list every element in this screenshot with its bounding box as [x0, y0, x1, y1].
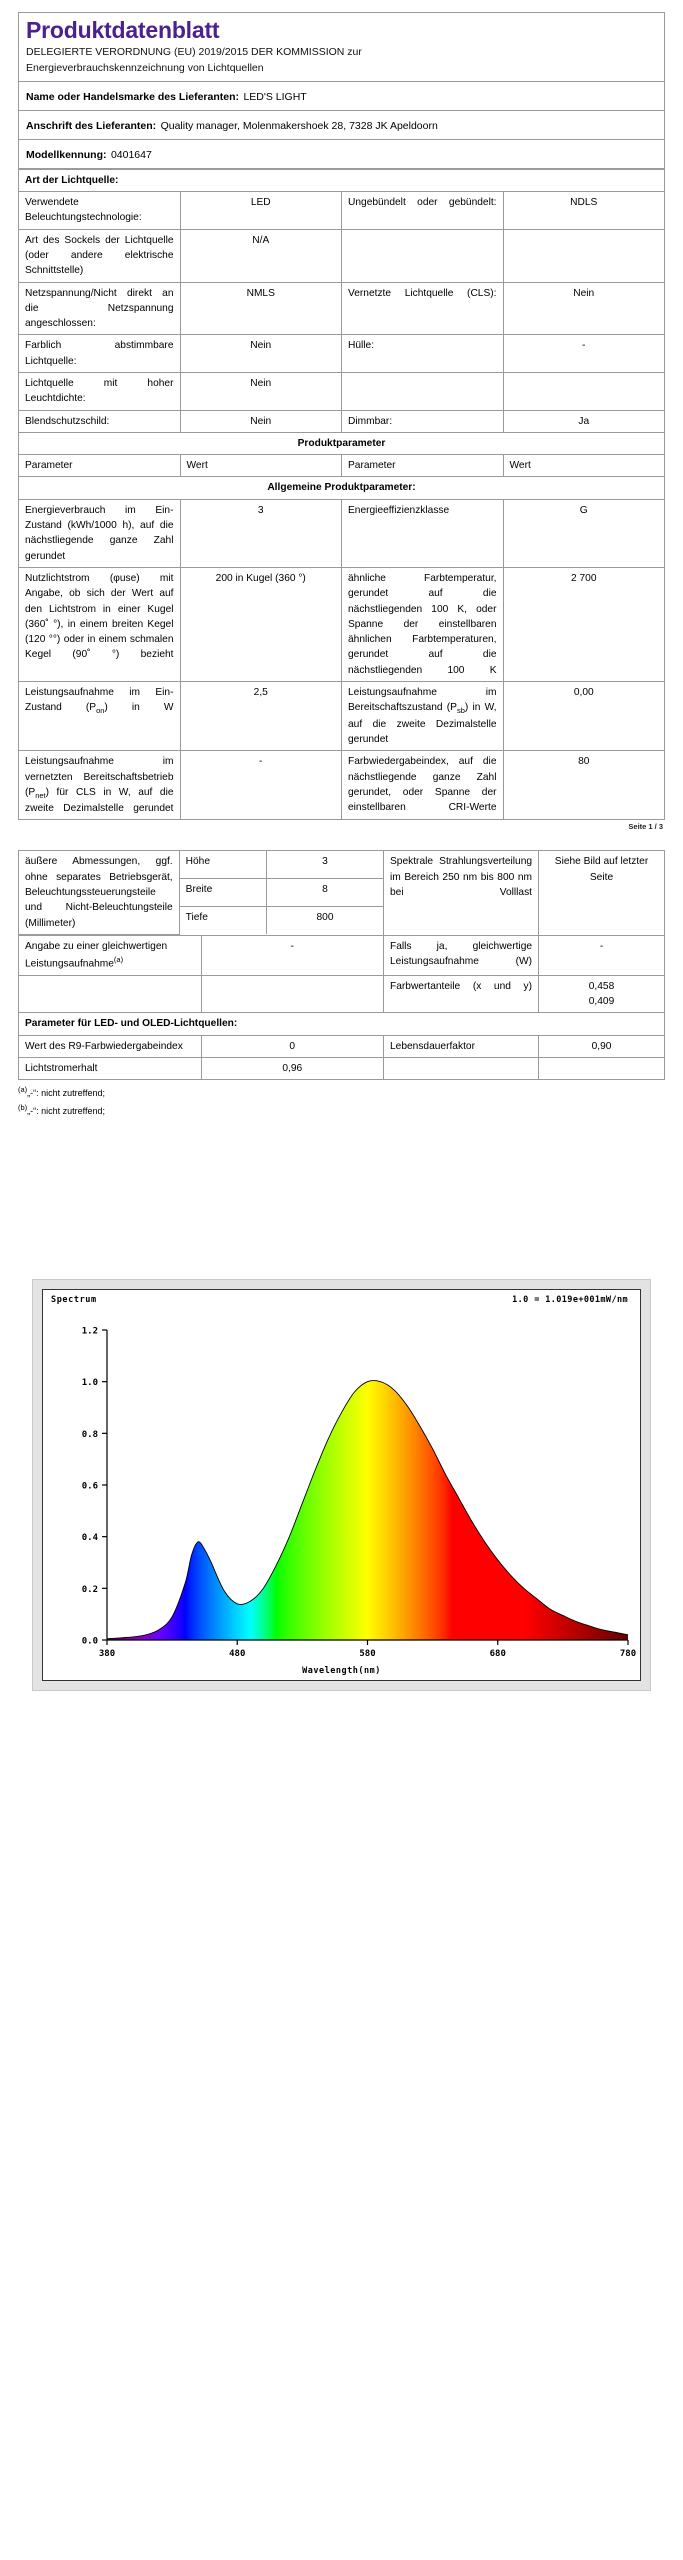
dimension-name: Tiefe — [179, 907, 266, 934]
dimension-value: 3 — [267, 851, 383, 878]
model-cell — [19, 139, 665, 168]
table-row — [19, 335, 665, 373]
column-header-row — [19, 455, 665, 477]
chromaticity-y: 0,409 — [588, 996, 615, 1008]
dimension-value: 800 — [316, 912, 334, 924]
section-header-row — [19, 169, 665, 191]
row-label: Leistungsaufnahme im vernetzten Bereitschaftsbetrieb $(P_{net})$ für CLS in W, auf die zweite Dezimalstelle gerundet — [19, 751, 181, 820]
row-label-2: Spektrale Strahlungsverteilung im Bereich 250 nm bis 800 nm bei Volllast — [384, 851, 539, 935]
title-cell — [19, 13, 665, 82]
row-label-2: Energieeffizienzklasse — [342, 499, 504, 567]
chromaticity-x: 0,458 — [588, 980, 615, 992]
table-row — [19, 499, 665, 567]
row-label-2: Falls ja, gleichwertige Leistungsaufnahme (W) — [384, 935, 539, 975]
row-label: Leistungsaufnahme im Ein-Zustand $(P_{on})$ in W — [19, 682, 181, 751]
table-row — [19, 410, 665, 432]
model-value: 0401647 — [110, 148, 152, 161]
svg-text:1.2: 1.2 — [81, 1326, 98, 1337]
row-label-2: Hülle: — [342, 335, 504, 373]
supplier-address-cell — [19, 110, 665, 139]
row-label: Wert des R9-Farbwiedergabeindex — [19, 1035, 202, 1057]
dimension-value: 8 — [267, 879, 383, 907]
dimensions-label: äußere Abmessungen, ggf. ohne separates Betriebsgerät, Beleuchtungssteuerungsteile und Nicht-Beleuchtungsteile (Millimeter) — [19, 851, 179, 934]
footnote-a-marker: (a) — [18, 1085, 28, 1095]
column-header-value-2: Wert — [503, 455, 665, 477]
general-parameters-header-row — [19, 477, 665, 499]
svg-text:380: 380 — [98, 1648, 116, 1659]
svg-text:0.0: 0.0 — [81, 1636, 98, 1647]
row-value-2 — [503, 229, 665, 282]
row-label: Lichtstromerhalt — [19, 1058, 202, 1080]
row-label-2: Lebensdauerfaktor — [384, 1035, 539, 1057]
light-source-section-title: Art der Lichtquelle: — [19, 169, 665, 191]
supplier-name-cell — [19, 81, 665, 110]
row-label-2: ähnliche Farbtemperatur, gerundet auf die nächstliegenden 100 K, oder Spanne der einstellbaren ähnlichen Farbtemperaturen, gerundet auf die nächstliegenden 100 K — [342, 567, 504, 681]
product-parameters-continued-table — [18, 850, 665, 1080]
supplier-name-value: LED'S LIGHT — [243, 90, 307, 103]
row-label: Energieverbrauch im Ein-Zustand (kWh/1000 h), auf die nächstliegende ganze Zahl gerundet — [19, 499, 181, 567]
led-parameters-title: Parameter für LED- und OLED-Lichtquellen: — [19, 1013, 665, 1035]
table-row — [19, 192, 665, 230]
row-value-2 — [539, 1058, 665, 1080]
row-value — [201, 975, 384, 1013]
row-value: 0,96 — [201, 1058, 384, 1080]
svg-text:680: 680 — [489, 1648, 506, 1659]
spectrum-plot — [43, 1290, 652, 1682]
chart-xlabel: Wavelength(nm) — [302, 1665, 381, 1676]
row-label-2: Farbwiedergabeindex, auf die nächstliegende ganze Zahl gerundet, oder Spanne der einstellbaren CRI-Werte — [342, 751, 504, 820]
row-value: 2,5 — [180, 682, 342, 751]
row-value: 200 in Kugel (360 °) — [180, 567, 342, 681]
svg-text:0.4: 0.4 — [81, 1533, 98, 1544]
row-label: Art des Sockels der Lichtquelle (oder andere elektrische Schnittstelle) — [19, 229, 181, 282]
svg-text:1.0: 1.0 — [81, 1378, 98, 1389]
row-label: Verwendete Beleuchtungstechnologie: — [19, 192, 181, 230]
footnotes — [18, 1080, 665, 1119]
row-value: NMLS — [180, 282, 342, 335]
column-header-param-2: Parameter — [342, 455, 504, 477]
row-value-2: 2 700 — [503, 567, 665, 681]
row-label: Angabe zu einer gleichwertigen Leistungsaufnahme$^{(a)}$ — [19, 935, 202, 975]
table-row — [19, 682, 665, 751]
svg-text:480: 480 — [229, 1648, 246, 1659]
led-section-header-row — [19, 1013, 665, 1035]
document-header-table — [18, 12, 665, 169]
row-value-2: Siehe Bild auf letzter Seite — [539, 851, 665, 935]
row-label: Lichtquelle mit hoher Leuchtdichte: — [19, 373, 181, 411]
dimensions-cell — [19, 851, 384, 935]
dimensions-subtable — [19, 851, 383, 934]
svg-text:0.8: 0.8 — [81, 1429, 98, 1440]
footnote-a — [18, 1084, 665, 1101]
row-value: Nein — [180, 335, 342, 373]
row-value-2: NDLS — [503, 192, 665, 230]
table-row — [19, 935, 665, 975]
row-label-2 — [342, 373, 504, 411]
page-title: Produktdatenblatt — [26, 17, 220, 43]
dimension-sub-row — [19, 851, 383, 878]
table-row — [19, 1035, 665, 1057]
spectrum-chart — [42, 1289, 641, 1681]
table-row — [19, 851, 665, 935]
row-value: LED — [180, 192, 342, 230]
footnote-a-text: „-“: nicht zutreffend; — [27, 1088, 106, 1099]
row-label-2: Vernetzte Lichtquelle (CLS): — [342, 282, 504, 335]
row-label: Blendschutzschild: — [19, 410, 181, 432]
footnote-b-text: „-“: nicht zutreffend; — [27, 1105, 106, 1116]
row-value-2: 0,00 — [503, 682, 665, 751]
model-label: Modellkennung: — [26, 148, 107, 161]
row-value: - — [201, 935, 384, 975]
chart-title: Spectrum — [51, 1294, 97, 1305]
row-label-2: Leistungsaufnahme im Bereitschaftszustand $(P_{sb})$ in W, auf die zweite Dezimalstelle gerundet — [342, 682, 504, 751]
supplier-name-label: Name oder Handelsmarke des Lieferanten: — [26, 90, 239, 103]
row-value: N/A — [180, 229, 342, 282]
row-value-2: G — [503, 499, 665, 567]
footnote-b — [18, 1102, 665, 1119]
svg-text:780: 780 — [619, 1648, 637, 1659]
row-value-2: - — [539, 935, 665, 975]
svg-text:0.2: 0.2 — [81, 1584, 98, 1595]
row-label: Netzspannung/Nicht direkt an die Netzspannung angeschlossen: — [19, 282, 181, 335]
table-row — [19, 567, 665, 681]
general-parameters-title: Allgemeine Produktparameter: — [19, 477, 665, 499]
page-break-marker — [18, 820, 665, 850]
row-value-2: Nein — [503, 282, 665, 335]
row-label: Nutzlichtstrom (φuse) mit Angabe, ob sich der Wert auf den Lichtstrom in einer Kugel (360˚ °), in einem breiten Kegel (120 °°) oder in einem schmalen Kegel (90˚ °) bezieht — [19, 567, 181, 681]
table-row — [19, 282, 665, 335]
row-value-2: 80 — [503, 751, 665, 820]
supplier-name-row — [19, 81, 665, 110]
chart-scale-annotation: 1.0 = 1.019e+001mW/nm — [512, 1294, 628, 1305]
row-label-2: Dimmbar: — [342, 410, 504, 432]
table-row — [19, 229, 665, 282]
row-value: - — [180, 751, 342, 820]
dimension-name: Breite — [179, 879, 266, 907]
product-parameters-header-row — [19, 432, 665, 454]
svg-text:0.6: 0.6 — [81, 1481, 98, 1492]
table-row — [19, 751, 665, 820]
row-value-2: - — [503, 335, 665, 373]
row-value: 0 — [201, 1035, 384, 1057]
subtitle-line-1: DELEGIERTE VERORDNUNG (EU) 2019/2015 DER KOMMISSION zur — [26, 46, 362, 59]
page-number: Seite 1 / 3 — [628, 822, 663, 832]
column-header-param-1: Parameter — [19, 455, 181, 477]
subtitle-line-2: Energieverbrauchskennzeichnung von Lichtquellen — [26, 61, 264, 74]
row-value-2: 0,90 — [539, 1035, 665, 1057]
row-label: Farblich abstimmbare Lichtquelle: — [19, 335, 181, 373]
row-label-2 — [342, 229, 504, 282]
table-row — [19, 373, 665, 411]
row-label-2: Ungebündelt oder gebündelt: — [342, 192, 504, 230]
product-parameters-title: Produktparameter — [19, 432, 665, 454]
row-value: Nein — [180, 410, 342, 432]
row-value: Nein — [180, 373, 342, 411]
table-row — [19, 1058, 665, 1080]
regulation-subtitle — [26, 45, 657, 75]
supplier-address-value: Quality manager, Molenmakershoek 28, 7328 JK Apeldoorn — [160, 119, 438, 132]
table-row — [19, 975, 665, 1013]
supplier-address-label: Anschrift des Lieferanten: — [26, 119, 157, 132]
title-row — [19, 13, 665, 82]
supplier-address-row — [19, 110, 665, 139]
row-value-2 — [503, 373, 665, 411]
dimension-name: Höhe — [179, 851, 266, 878]
row-label-2 — [384, 1058, 539, 1080]
row-label-2: Farbwertanteile (x und y) — [384, 975, 539, 1013]
column-header-value-1: Wert — [180, 455, 342, 477]
row-value: 3 — [180, 499, 342, 567]
footnote-b-marker: (b) — [18, 1102, 28, 1112]
row-value-2: Ja — [503, 410, 665, 432]
model-row — [19, 139, 665, 168]
spectrum-image-panel — [32, 1279, 651, 1691]
svg-text:580: 580 — [359, 1648, 376, 1659]
row-value-2 — [539, 975, 665, 1013]
light-source-type-table — [18, 169, 665, 821]
row-label — [19, 975, 202, 1013]
